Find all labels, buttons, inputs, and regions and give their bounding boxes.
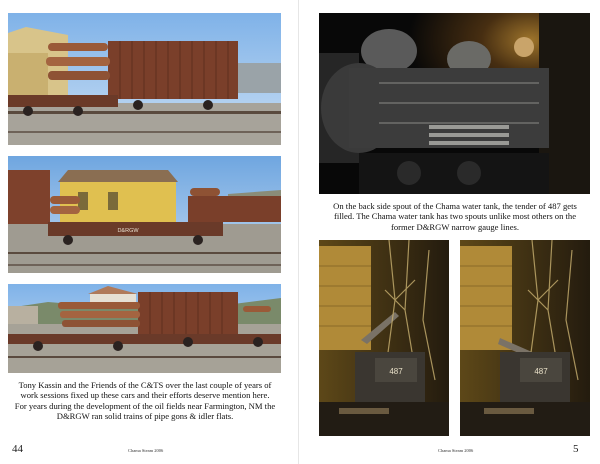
- left-page-number: 44: [12, 443, 23, 455]
- right-page-number: 5: [573, 443, 579, 455]
- boxcar-pipe-photo: [8, 13, 281, 145]
- right-footer: Chama Steam 2006: [438, 448, 474, 453]
- left-caption: Tony Kassin and the Friends of the C&TS over the last couple of years of work sessions fixed up these cars and their efforts deserve mention here. For years during the development of the oil fields near Farmington, NM the D&RGW ran solid trains of pipe gons & idler flats.: [14, 380, 276, 422]
- pipe-flatcars-hill-photo: [8, 284, 281, 373]
- page-gutter: [298, 0, 299, 464]
- left-footer: Chama Steam 2006: [128, 448, 164, 453]
- water-tank-spout-photo-b: [460, 240, 590, 436]
- water-tank-spout-photo-a: [319, 240, 449, 436]
- locomotive-night-photo: [319, 13, 590, 194]
- flatcar-lettering: D&RGW: [117, 228, 139, 234]
- tender-number-a: 487: [389, 367, 403, 376]
- tender-number-b: 487: [534, 367, 548, 376]
- right-caption: On the back side spout of the Chama water tank, the tender of 487 gets filled. The Chama water tank has two spouts unlike most others on the former D&RGW narrow gauge lines.: [333, 201, 577, 232]
- yellow-depot-flatcar-photo: [8, 156, 281, 273]
